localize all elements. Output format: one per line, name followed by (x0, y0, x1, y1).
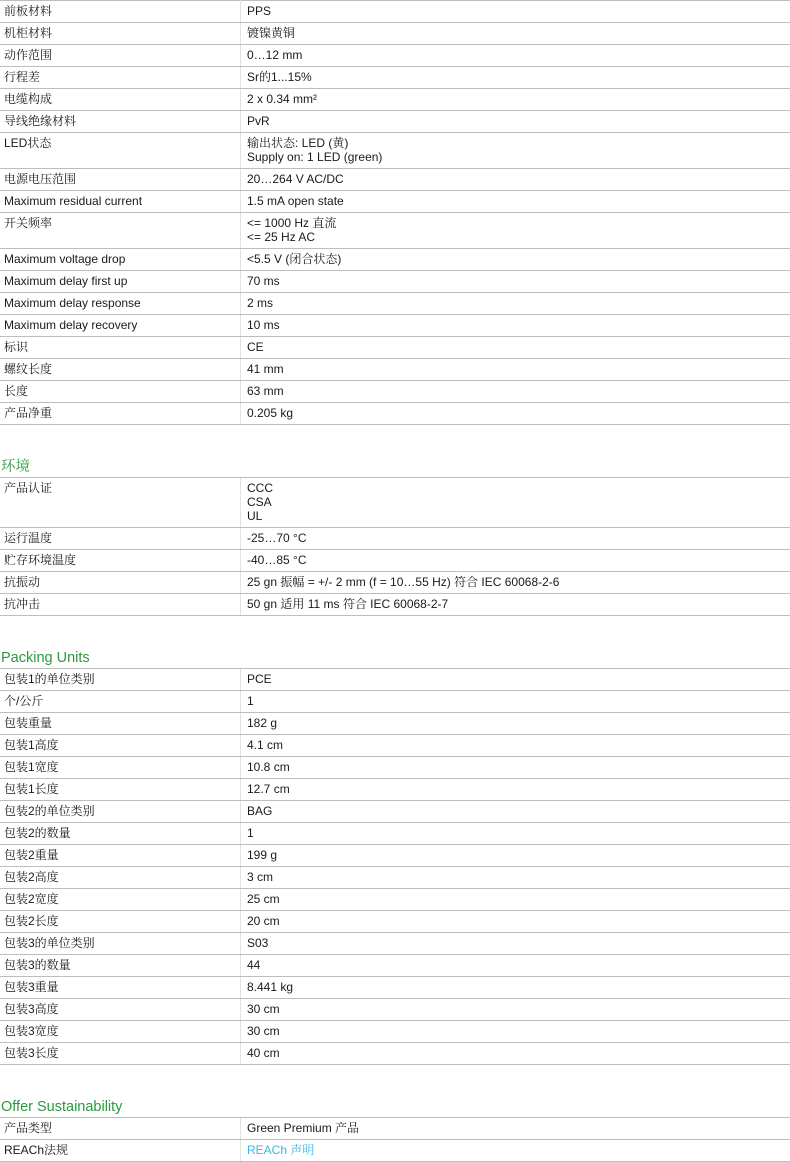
spec-value (241, 801, 790, 823)
spec-value-line: 50 gn 适用 11 ms 符合 IEC 60068-2-7 (247, 597, 786, 611)
spec-value (241, 45, 790, 67)
spec-value-line: 25 gn 振幅 = +/- 2 mm (f = 10…55 Hz) 符合 IEC 60068-2-6 (247, 575, 786, 589)
spec-label: 包装3的数量 (0, 955, 241, 977)
spec-value (241, 359, 790, 381)
spec-row (0, 933, 790, 955)
spec-value (241, 381, 790, 403)
section-title: 环境 (0, 457, 790, 478)
section-title: Offer Sustainability (0, 1097, 790, 1118)
spec-value-line: 41 mm (247, 362, 786, 376)
spec-value-line: 30 cm (247, 1024, 786, 1038)
spec-row (0, 478, 790, 528)
spec-label: 个/公斤 (0, 691, 241, 713)
spec-row (0, 249, 790, 271)
spec-row (0, 528, 790, 550)
spec-row (0, 1118, 790, 1140)
spec-label: 产品净重 (0, 403, 241, 425)
spec-value (241, 528, 790, 550)
spec-row (0, 1021, 790, 1043)
spec-label: 螺纹长度 (0, 359, 241, 381)
spec-row (0, 1140, 790, 1162)
spec-value-line: <= 25 Hz AC (247, 230, 786, 244)
spec-value-line: <= 1000 Hz 直流 (247, 216, 786, 230)
spec-value-line: 0…12 mm (247, 48, 786, 62)
spec-label: 包装1的单位类别 (0, 669, 241, 691)
spec-value (241, 845, 790, 867)
spec-label: 运行温度 (0, 528, 241, 550)
spec-value (241, 1043, 790, 1065)
spec-label: 包装1宽度 (0, 757, 241, 779)
spec-value (241, 572, 790, 594)
spec-value-line: 3 cm (247, 870, 786, 884)
spec-value-line: <5.5 V (闭合状态) (247, 252, 786, 266)
spec-label: 包装1长度 (0, 779, 241, 801)
spec-label: 包装重量 (0, 713, 241, 735)
spec-value-line: 4.1 cm (247, 738, 786, 752)
spec-row (0, 550, 790, 572)
spec-row (0, 757, 790, 779)
spec-value (241, 315, 790, 337)
spec-label: Maximum delay first up (0, 271, 241, 293)
spec-value-line: BAG (247, 804, 786, 818)
spec-value-line: Supply on: 1 LED (green) (247, 150, 786, 164)
spec-value-line: 30 cm (247, 1002, 786, 1016)
spec-value (241, 133, 790, 169)
spec-row (0, 133, 790, 169)
spec-value (241, 735, 790, 757)
spec-value (241, 1140, 790, 1162)
spec-value-line: CSA (247, 495, 786, 509)
spec-value-line: 12.7 cm (247, 782, 786, 796)
spec-row (0, 594, 790, 616)
spec-value (241, 23, 790, 45)
spec-value-line: 镀镍黄铜 (247, 26, 786, 40)
spec-value-line: 2 x 0.34 mm² (247, 92, 786, 106)
spec-value (241, 478, 790, 528)
spec-label: 产品认证 (0, 478, 241, 528)
spec-row (0, 955, 790, 977)
reach-declaration-link[interactable]: REACh 声明 (247, 1143, 786, 1157)
spec-label: 包装1高度 (0, 735, 241, 757)
spec-value (241, 977, 790, 999)
spec-row (0, 293, 790, 315)
spec-label: 包装2重量 (0, 845, 241, 867)
spec-value (241, 779, 790, 801)
spec-value (241, 337, 790, 359)
spec-value (241, 669, 790, 691)
spec-value (241, 111, 790, 133)
spec-label: 标识 (0, 337, 241, 359)
spec-value (241, 691, 790, 713)
spec-label: 抗振动 (0, 572, 241, 594)
spec-value (241, 293, 790, 315)
spec-value-line: PPS (247, 4, 786, 18)
spec-table (0, 669, 790, 1065)
spec-label: 包装2宽度 (0, 889, 241, 911)
spec-row (0, 823, 790, 845)
spec-label: 包装2的数量 (0, 823, 241, 845)
spec-value (241, 403, 790, 425)
spec-value-line: -25…70 °C (247, 531, 786, 545)
spec-value (241, 550, 790, 572)
section-title: Packing Units (0, 648, 790, 669)
spec-label: 电源电压范围 (0, 169, 241, 191)
spec-value-line: 10.8 cm (247, 760, 786, 774)
spec-row (0, 337, 790, 359)
spec-value (241, 271, 790, 293)
section-spacer (0, 616, 790, 648)
spec-row (0, 713, 790, 735)
spec-value-line: 1.5 mA open state (247, 194, 786, 208)
spec-label: REACh法规 (0, 1140, 241, 1162)
spec-row (0, 45, 790, 67)
spec-value-line: PvR (247, 114, 786, 128)
spec-label: 包装3高度 (0, 999, 241, 1021)
spec-row (0, 977, 790, 999)
spec-row (0, 191, 790, 213)
spec-label: 机柜材料 (0, 23, 241, 45)
spec-value-line: 20…264 V AC/DC (247, 172, 786, 186)
spec-label: 包装3的单位类别 (0, 933, 241, 955)
spec-value-line: CE (247, 340, 786, 354)
spec-label: Maximum delay response (0, 293, 241, 315)
spec-label: 动作范围 (0, 45, 241, 67)
spec-value (241, 67, 790, 89)
spec-label: 包装3长度 (0, 1043, 241, 1065)
spec-value-line: 199 g (247, 848, 786, 862)
spec-value-line: 10 ms (247, 318, 786, 332)
spec-section (0, 1065, 790, 1162)
spec-label: 包装3宽度 (0, 1021, 241, 1043)
spec-row (0, 359, 790, 381)
spec-row (0, 315, 790, 337)
spec-section (0, 0, 790, 425)
spec-label: 贮存环境温度 (0, 550, 241, 572)
spec-value (241, 213, 790, 249)
spec-value (241, 933, 790, 955)
spec-section (0, 616, 790, 1065)
spec-label: Maximum delay recovery (0, 315, 241, 337)
spec-label: Maximum residual current (0, 191, 241, 213)
spec-label: 包装2的单位类别 (0, 801, 241, 823)
spec-value-line: 1 (247, 694, 786, 708)
spec-label: Maximum voltage drop (0, 249, 241, 271)
spec-value (241, 1118, 790, 1140)
spec-row (0, 111, 790, 133)
spec-value-line: S03 (247, 936, 786, 950)
spec-value-line: 70 ms (247, 274, 786, 288)
spec-value-line: UL (247, 509, 786, 523)
spec-row (0, 1, 790, 23)
spec-label: 行程差 (0, 67, 241, 89)
spec-row (0, 669, 790, 691)
spec-value (241, 889, 790, 911)
spec-value-line: PCE (247, 672, 786, 686)
spec-value (241, 999, 790, 1021)
spec-value-line: 20 cm (247, 914, 786, 928)
spec-label: 包装3重量 (0, 977, 241, 999)
spec-value-line: 63 mm (247, 384, 786, 398)
spec-label: 导线绝缘材料 (0, 111, 241, 133)
spec-value (241, 713, 790, 735)
spec-row (0, 1043, 790, 1065)
spec-value-line: 25 cm (247, 892, 786, 906)
spec-value (241, 757, 790, 779)
spec-value-line: 40 cm (247, 1046, 786, 1060)
spec-row (0, 691, 790, 713)
spec-value (241, 1021, 790, 1043)
spec-value (241, 249, 790, 271)
spec-value (241, 169, 790, 191)
spec-value-line: 输出状态: LED (黄) (247, 136, 786, 150)
spec-row (0, 169, 790, 191)
spec-row (0, 271, 790, 293)
spec-value-line: 182 g (247, 716, 786, 730)
spec-value-line: -40…85 °C (247, 553, 786, 567)
spec-table (0, 478, 790, 616)
spec-value (241, 911, 790, 933)
spec-row (0, 779, 790, 801)
spec-section (0, 425, 790, 616)
spec-value-line: 0.205 kg (247, 406, 786, 420)
spec-label: 产品类型 (0, 1118, 241, 1140)
spec-row (0, 213, 790, 249)
spec-row (0, 801, 790, 823)
spec-label: 抗冲击 (0, 594, 241, 616)
spec-value (241, 955, 790, 977)
spec-value (241, 823, 790, 845)
spec-value (241, 89, 790, 111)
spec-row (0, 403, 790, 425)
spec-value-line: Sr的1...15% (247, 70, 786, 84)
spec-label: 长度 (0, 381, 241, 403)
spec-value (241, 867, 790, 889)
spec-row (0, 381, 790, 403)
spec-label: 包装2高度 (0, 867, 241, 889)
spec-row (0, 572, 790, 594)
spec-value-line: CCC (247, 481, 786, 495)
spec-label: 开关频率 (0, 213, 241, 249)
spec-value-line: Green Premium 产品 (247, 1121, 786, 1135)
spec-table (0, 0, 790, 425)
spec-row (0, 67, 790, 89)
spec-label: 电缆构成 (0, 89, 241, 111)
spec-value-line: 2 ms (247, 296, 786, 310)
spec-value-line: 8.441 kg (247, 980, 786, 994)
spec-label: 包装2长度 (0, 911, 241, 933)
section-spacer (0, 425, 790, 457)
spec-row (0, 89, 790, 111)
spec-row (0, 867, 790, 889)
spec-value (241, 191, 790, 213)
section-spacer (0, 1065, 790, 1097)
spec-value (241, 1, 790, 23)
spec-row (0, 911, 790, 933)
spec-value-line: 1 (247, 826, 786, 840)
spec-row (0, 845, 790, 867)
spec-row (0, 735, 790, 757)
spec-value-line: 44 (247, 958, 786, 972)
spec-row (0, 23, 790, 45)
spec-label: LED状态 (0, 133, 241, 169)
spec-value (241, 594, 790, 616)
spec-row (0, 999, 790, 1021)
spec-row (0, 889, 790, 911)
spec-label: 前板材料 (0, 1, 241, 23)
